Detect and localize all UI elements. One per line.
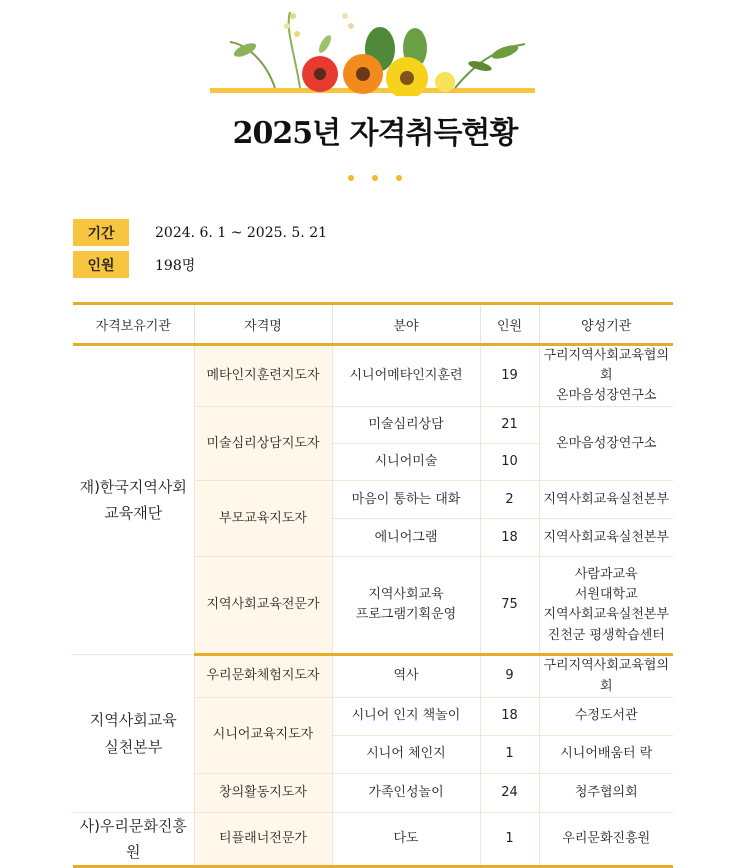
- trainer-cell: 지역사회교육실천본부: [539, 519, 673, 557]
- field-cell: 시니어 체인지: [332, 735, 480, 773]
- cert-cell: 부모교육지도자: [194, 481, 332, 557]
- header-org: 자격보유기관: [73, 304, 194, 345]
- field-cell: 역사: [332, 655, 480, 697]
- page-title: 2025년 자격취득현황: [232, 116, 518, 151]
- trainer-cell: 수정도서관: [539, 697, 673, 735]
- cert-cell: 미술심리상담지도자: [194, 407, 332, 481]
- trainer-cell: 우리문화진흥원: [539, 812, 673, 867]
- count-cell: 9: [480, 655, 539, 697]
- trainer-cell: 청주협의회: [539, 773, 673, 812]
- count-cell: 18: [480, 697, 539, 735]
- header-count: 인원: [480, 304, 539, 345]
- org-cell: 사)우리문화진흥원: [73, 812, 194, 867]
- count-cell: 75: [480, 557, 539, 655]
- period-value: 2024. 6. 1 ~ 2025. 5. 21: [155, 224, 328, 241]
- header-trainer: 양성기관: [539, 304, 673, 345]
- cert-cell: 창의활동지도자: [194, 773, 332, 812]
- org-cell: 지역사회교육 실천본부: [73, 655, 194, 812]
- field-cell: 시니어메타인지훈련: [332, 345, 480, 407]
- field-cell: 마음이 통하는 대화: [332, 481, 480, 519]
- header-cert: 자격명: [194, 304, 332, 345]
- trainer-cell: 시니어배움터 락: [539, 735, 673, 773]
- trainer-cell: 구리지역사회교육협의회 온마음성장연구소: [539, 345, 673, 407]
- flower-decoration: [205, 4, 540, 96]
- period-label: 기간: [73, 219, 129, 246]
- qualification-table: [73, 302, 673, 868]
- table-row: [73, 812, 673, 867]
- count-value: 198명: [155, 257, 196, 274]
- trainer-cell: 사람과교육 서원대학교 지역사회교육실천본부 진천군 평생학습센터: [539, 557, 673, 655]
- field-cell: 다도: [332, 812, 480, 867]
- count-cell: 2: [480, 481, 539, 519]
- cert-cell: 우리문화체험지도자: [194, 655, 332, 697]
- count-cell: 1: [480, 735, 539, 773]
- field-cell: 에니어그램: [332, 519, 480, 557]
- count-cell: 19: [480, 345, 539, 407]
- info-panel: [73, 218, 327, 282]
- cert-cell: 시니어교육지도자: [194, 697, 332, 773]
- org-cell: 재)한국지역사회 교육재단: [73, 345, 194, 655]
- field-cell: 미술심리상담: [332, 407, 480, 444]
- field-cell: 시니어미술: [332, 444, 480, 481]
- field-cell: 시니어 인지 책놀이: [332, 697, 480, 735]
- trainer-cell: 지역사회교육실천본부: [539, 481, 673, 519]
- count-label: 인원: [73, 251, 129, 278]
- cert-cell: 티플래너전문가: [194, 812, 332, 867]
- trainer-cell: 구리지역사회교육협의회: [539, 655, 673, 697]
- title-dots: [0, 166, 750, 185]
- header-field: 분야: [332, 304, 480, 345]
- count-cell: 24: [480, 773, 539, 812]
- count-cell: 18: [480, 519, 539, 557]
- count-cell: 10: [480, 444, 539, 481]
- count-cell: 21: [480, 407, 539, 444]
- table-header: [73, 304, 673, 345]
- cert-cell: 메타인지훈련지도자: [194, 345, 332, 407]
- field-cell: 가족인성놀이: [332, 773, 480, 812]
- cert-cell: 지역사회교육전문가: [194, 557, 332, 655]
- table-row: [73, 345, 673, 407]
- trainer-cell: 온마음성장연구소: [539, 407, 673, 481]
- table-row: [73, 655, 673, 697]
- field-cell: 지역사회교육 프로그램기획운영: [332, 557, 480, 655]
- count-cell: 1: [480, 812, 539, 867]
